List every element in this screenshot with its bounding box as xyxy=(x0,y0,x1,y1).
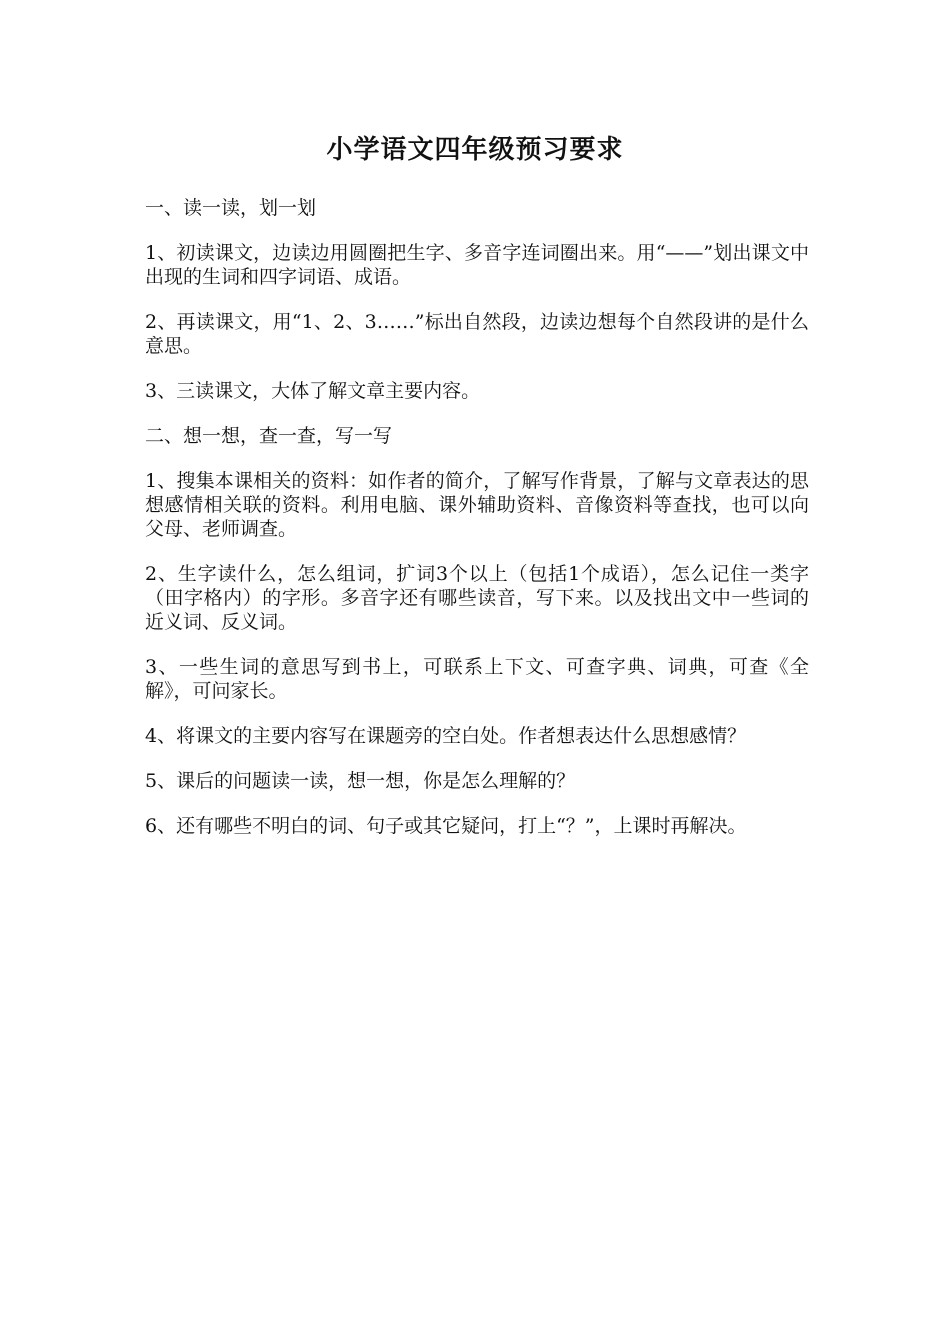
section-2-item-2: 2、生字读什么，怎么组词，扩词3个以上（包括1个成语），怎么记住一类字（田字格内）的字形。多音字还有哪些读音，写下来。以及找出文中一些词的近义词、反义词。 xyxy=(145,563,809,633)
section-2-item-4: 4、将课文的主要内容写在课题旁的空白处。作者想表达什么思想感情？ xyxy=(145,725,747,747)
section-1-item-3: 3、三读课文，大体了解文章主要内容。 xyxy=(145,380,481,402)
page-title: 小学语文四年级预习要求 xyxy=(326,135,624,165)
section-2-item-6: 6、还有哪些不明白的词、句子或其它疑问，打上“？”，上课时再解决。 xyxy=(145,815,747,837)
section-1-item-2: 2、再读课文，用“1、2、3……”标出自然段，边读边想每个自然段讲的是什么意思。 xyxy=(145,311,809,357)
section-heading-1: 一、读一读，划一划 xyxy=(145,197,317,219)
section-2-item-3: 3、一些生词的意思写到书上，可联系上下文、可查字典、词典，可查《全解》，可问家长。 xyxy=(145,656,809,702)
document-body xyxy=(145,196,809,859)
section-heading-2: 二、想一想，查一查，写一写 xyxy=(145,425,393,447)
section-2-item-5: 5、课后的问题读一读，想一想，你是怎么理解的？ xyxy=(145,770,576,792)
section-2-item-1: 1、搜集本课相关的资料：如作者的简介，了解写作背景，了解与文章表达的思想感情相关联的资料。利用电脑、课外辅助资料、音像资料等查找，也可以向父母、老师调查。 xyxy=(145,470,809,540)
section-1-item-1: 1、初读课文，边读边用圆圈把生字、多音字连词圈出来。用“——”划出课文中出现的生词和四字词语、成语。 xyxy=(145,242,809,288)
